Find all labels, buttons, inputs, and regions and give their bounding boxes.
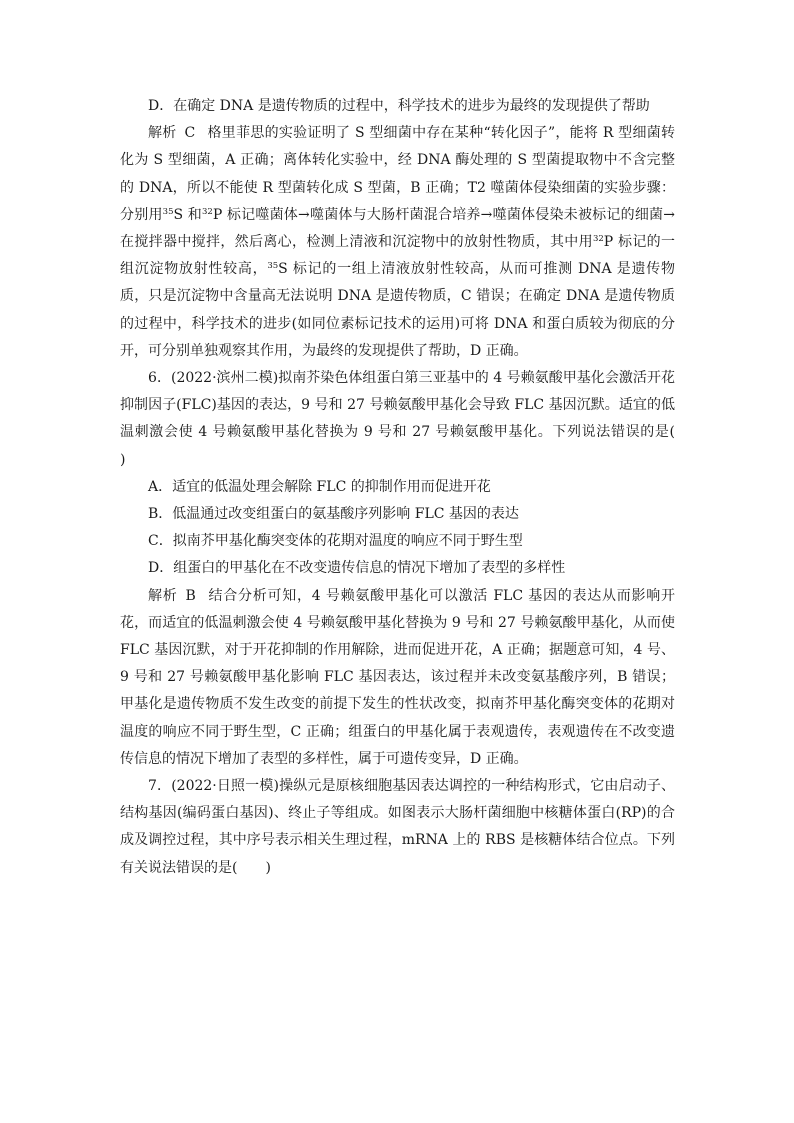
- q6-option-c-text: C．拟南芥甲基化酶突变体的花期对温度的响应不同于野生型: [148, 533, 523, 550]
- q7-stem: [120, 773, 675, 882]
- q6-option-b-text: B．低温通过改变组蛋白的氨基酸序列影响 FLC 基因的表达: [148, 506, 519, 523]
- q6-option-b: [120, 501, 675, 528]
- q5-sup-32: 32: [202, 206, 213, 217]
- q6-analysis-text: 结合分析可知，4 号赖氨酸甲基化可以激活 FLC 基因的表达从而影响开花，而适宜的低温刺激会使 4 号赖氨酸甲基化替换为 9 号和 27 号赖氨酸甲基化，从而使 FLC 基因沉默，对于开花抑制的作用解除，进而促进开花，A 正确；据题意可知，4 号、9 号和 27 号赖氨酸甲基化影响 FLC 基因表达，该过程并未改变氨基酸序列，B 错误；甲基化是遗传物质不发生改变的前提下发生的性状改变，拟南芥甲基化酶突变体的花期对温度的响应不同于野生型，C 正确；组蛋白的甲基化属于表观遗传，表观遗传在不改变遗传信息的情况下增加了表型的多样性，属于可遗传变异，D 正确。: [120, 587, 675, 767]
- q6-answer: B: [185, 587, 196, 604]
- q6-stem-text: 6．(2022·滨州二模)拟南芥染色体组蛋白第三亚基中的 4 号赖氨酸甲基化会激活开花抑制因子(FLC)基因的表达，9 号和 27 号赖氨酸甲基化会导致 FLC 基因沉默。适宜的低温刺激会使 4 号赖氨酸甲基化替换为 9 号和 27 号赖氨酸甲基化。下列说法错误的是( ): [120, 370, 703, 468]
- q5-sup-35: 35: [162, 206, 174, 217]
- q5-analysis-part1: 格里菲思的实验证明了 S 型细菌中存在某种“转化因子”，能将 R 型细菌转化为 S 型细菌，A 正确；离体转化实验中，经 DNA 酶处理的 S 型菌提取物中不含完整的 DNA，所以不能使 R 型菌转化成 S 型菌，B 正确；T2 噬菌体侵染细菌的实验步骤：分别用: [120, 125, 676, 223]
- q6-option-a: [120, 474, 675, 501]
- q6-option-c: [120, 528, 675, 555]
- q7-stem-text: 7．(2022·日照一模)操纵元是原核细胞基因表达调控的一种结构形式，它由启动子、结构基因(编码蛋白基因)、终止子等组成。如图表示大肠杆菌细胞中核糖体蛋白(RP)的合成及调控过程，其中序号表示相关生理过程，mRNA 上的 RBS 是核糖体结合位点。下列有关说法错误的是( ): [120, 778, 675, 876]
- q5-answer: C: [184, 125, 196, 142]
- q5-analysis-part2: P 标记噬菌体→噬菌体与大肠杆菌混合培养→噬菌体侵染未被标记的细菌→在搅拌器中搅拌，然后离心，检测上清液和沉淀物中的放射性物质，其中用: [120, 206, 676, 251]
- q5-analysis: [120, 120, 675, 365]
- q5-sup-32b: 32: [592, 234, 604, 245]
- q5-analysis-label: 解析: [148, 125, 177, 142]
- q6-option-d-text: D．组蛋白的甲基化在不改变遗传信息的情况下增加了表型的多样性: [148, 560, 566, 577]
- q5-option-d: [120, 93, 675, 120]
- q6-option-a-text: A．适宜的低温处理会解除 FLC 的抑制作用而促进开花: [148, 478, 491, 495]
- q5-option-d-text: D．在确定 DNA 是遗传物质的过程中，科学技术的进步为最终的发现提供了帮助: [148, 98, 650, 114]
- q5-sup-35b: 35: [267, 261, 279, 272]
- q6-analysis: [120, 583, 675, 773]
- q5-analysis-part4: S 标记的一组上清液放射性较高，从而可推测 DNA 是遗传物质，只是沉淀物中含量高无法说明 DNA 是遗传物质，C 错误；在确定 DNA 是遗传物质的过程中，科学技术的进步(如同位素标记技术的运用)可将 DNA 和蛋白质较为彻底的分开，可分别单独观察其作用，为最终的发现提供了帮助，D 正确。: [120, 261, 675, 359]
- q6-option-d: [120, 555, 675, 582]
- q6-analysis-label: 解析: [148, 587, 178, 604]
- q6-stem: [120, 365, 703, 474]
- page-content: [120, 93, 703, 882]
- q5-analysis-part3: P 标记的一组沉淀物放射性较高，: [120, 234, 675, 278]
- q5-text-s-and: S 和: [173, 206, 202, 223]
